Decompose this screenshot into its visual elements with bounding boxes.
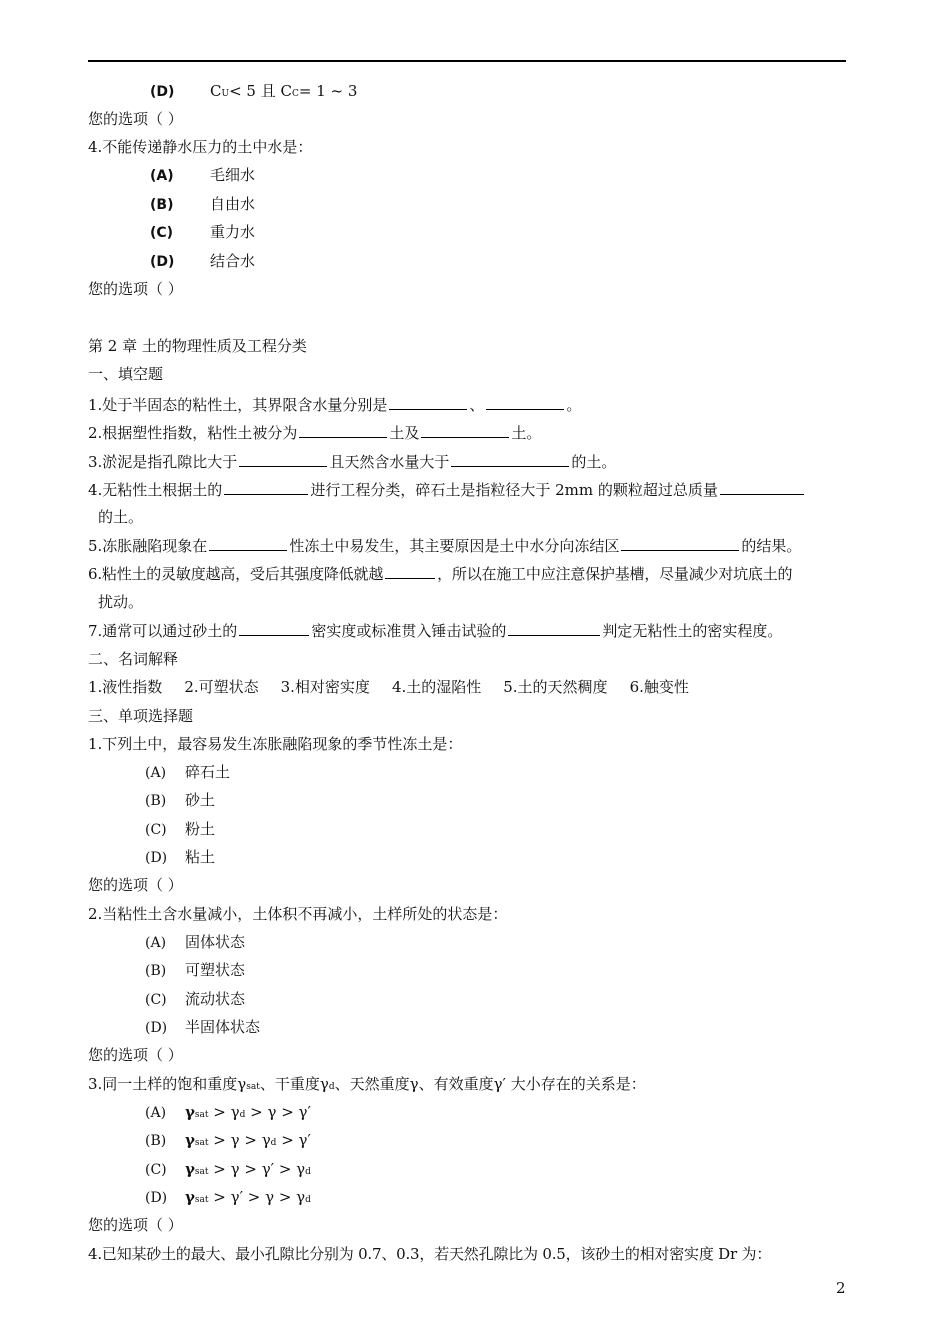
header-rule (88, 60, 846, 62)
blank[interactable] (421, 422, 509, 438)
question-stem: 3.同一土样的饱和重度γsat、干重度γd、天然重度γ、有效重度γ′ 大小存在的关系是： (88, 1075, 646, 1093)
option-a: (A) 固体状态 (145, 933, 246, 951)
your-choice: 您的选项（ ） (88, 280, 183, 298)
blank[interactable] (385, 563, 435, 579)
blank[interactable] (486, 394, 564, 410)
question-stem: 1.下列土中，最容易发生冻胀融陷现象的季节性冻土是： (88, 735, 463, 753)
fill-question-6-cont: 扰动。 (98, 593, 144, 611)
fill-question-6: 6.粘性土的灵敏度越高，受后其强度降低就越 ，所以在施工中应注意保护基槽，尽量减少对坑底土的 (88, 565, 793, 583)
fill-question-1: 1.处于半固态的粘性土，其界限含水量分别是 、 。 (88, 396, 582, 414)
option-b: (B) 砂土 (145, 791, 216, 809)
blank[interactable] (621, 535, 739, 551)
option-d-cu-cc: (D) CU< 5 且 CC= 1 ~ 3 (150, 82, 358, 100)
fill-question-5: 5.冻胀融陷现象在 性冻土中易发生，其主要原因是土中水分向冻结区 的结果。 (88, 537, 802, 555)
option-c: (C) 流动状态 (145, 990, 246, 1008)
option-d: (D) γsat > γ′ > γ > γd (145, 1188, 311, 1206)
blank[interactable] (389, 394, 467, 410)
term-item: 3.相对密实度 (280, 678, 370, 696)
blank[interactable] (224, 479, 308, 495)
question-stem: 4.已知某砂土的最大、最小孔隙比分别为 0.7、0.3，若天然孔隙比为 0.5，该砂土的相对密实度 Dr 为： (88, 1245, 772, 1263)
term-item: 1.液性指数 (88, 678, 163, 696)
question-stem: 2.当粘性土含水量减小，土体积不再减小，土样所处的状态是： (88, 905, 508, 923)
blank[interactable] (209, 535, 287, 551)
option-d: (D) 半固体状态 (145, 1018, 261, 1036)
section-heading-terms: 二、名词解释 (88, 650, 179, 668)
blank[interactable] (451, 451, 569, 467)
terms-list (88, 677, 689, 697)
term-item: 2.可塑状态 (184, 678, 259, 696)
blank[interactable] (239, 451, 327, 467)
option-b: (B) 自由水 (150, 195, 256, 213)
option-c: (C) 粉土 (145, 820, 216, 838)
your-choice: 您的选项（ ） (88, 110, 183, 128)
your-choice: 您的选项（ ） (88, 876, 183, 894)
your-choice: 您的选项（ ） (88, 1216, 183, 1234)
question-stem: 4.不能传递静水压力的土中水是： (88, 138, 313, 156)
fill-question-7: 7.通常可以通过砂土的 密实度或标准贯入锤击试验的 判定无粘性土的密实程度。 (88, 622, 783, 640)
option-c: (C) γsat > γ > γ′ > γd (145, 1160, 311, 1178)
blank[interactable] (508, 620, 600, 636)
option-b: (B) γsat > γ > γd > γ′ (145, 1131, 311, 1149)
fill-question-4-cont: 的土。 (98, 508, 144, 526)
fill-question-3: 3.淤泥是指孔隙比大于 且天然含水量大于 的土。 (88, 453, 617, 471)
your-choice: 您的选项（ ） (88, 1046, 183, 1064)
blank[interactable] (720, 479, 804, 495)
fill-question-2: 2.根据塑性指数，粘性土被分为 土及 土。 (88, 424, 542, 442)
option-d: (D) 粘土 (145, 848, 216, 866)
chapter-title: 第 2 章 土的物理性质及工程分类 (88, 337, 307, 355)
page-number: 2 (836, 1279, 846, 1297)
term-item: 5.土的天然稠度 (503, 678, 608, 696)
term-item: 4.土的湿陷性 (391, 678, 482, 696)
option-d: (D) 结合水 (150, 252, 256, 270)
blank[interactable] (299, 422, 387, 438)
option-a: (A) γsat > γd > γ > γ′ (145, 1103, 311, 1121)
section-heading-choice: 三、单项选择题 (88, 707, 194, 725)
fill-question-4: 4.无粘性土根据土的 进行工程分类，碎石土是指粒径大于 2mm 的颗粒超过总质量 (88, 479, 806, 500)
term-item: 6.触变性 (629, 678, 689, 696)
option-a: (A) 毛细水 (150, 166, 256, 184)
option-a: (A) 碎石土 (145, 763, 231, 781)
option-b: (B) 可塑状态 (145, 961, 246, 979)
option-c: (C) 重力水 (150, 223, 256, 241)
blank[interactable] (239, 620, 309, 636)
section-heading-fill: 一、填空题 (88, 365, 164, 383)
